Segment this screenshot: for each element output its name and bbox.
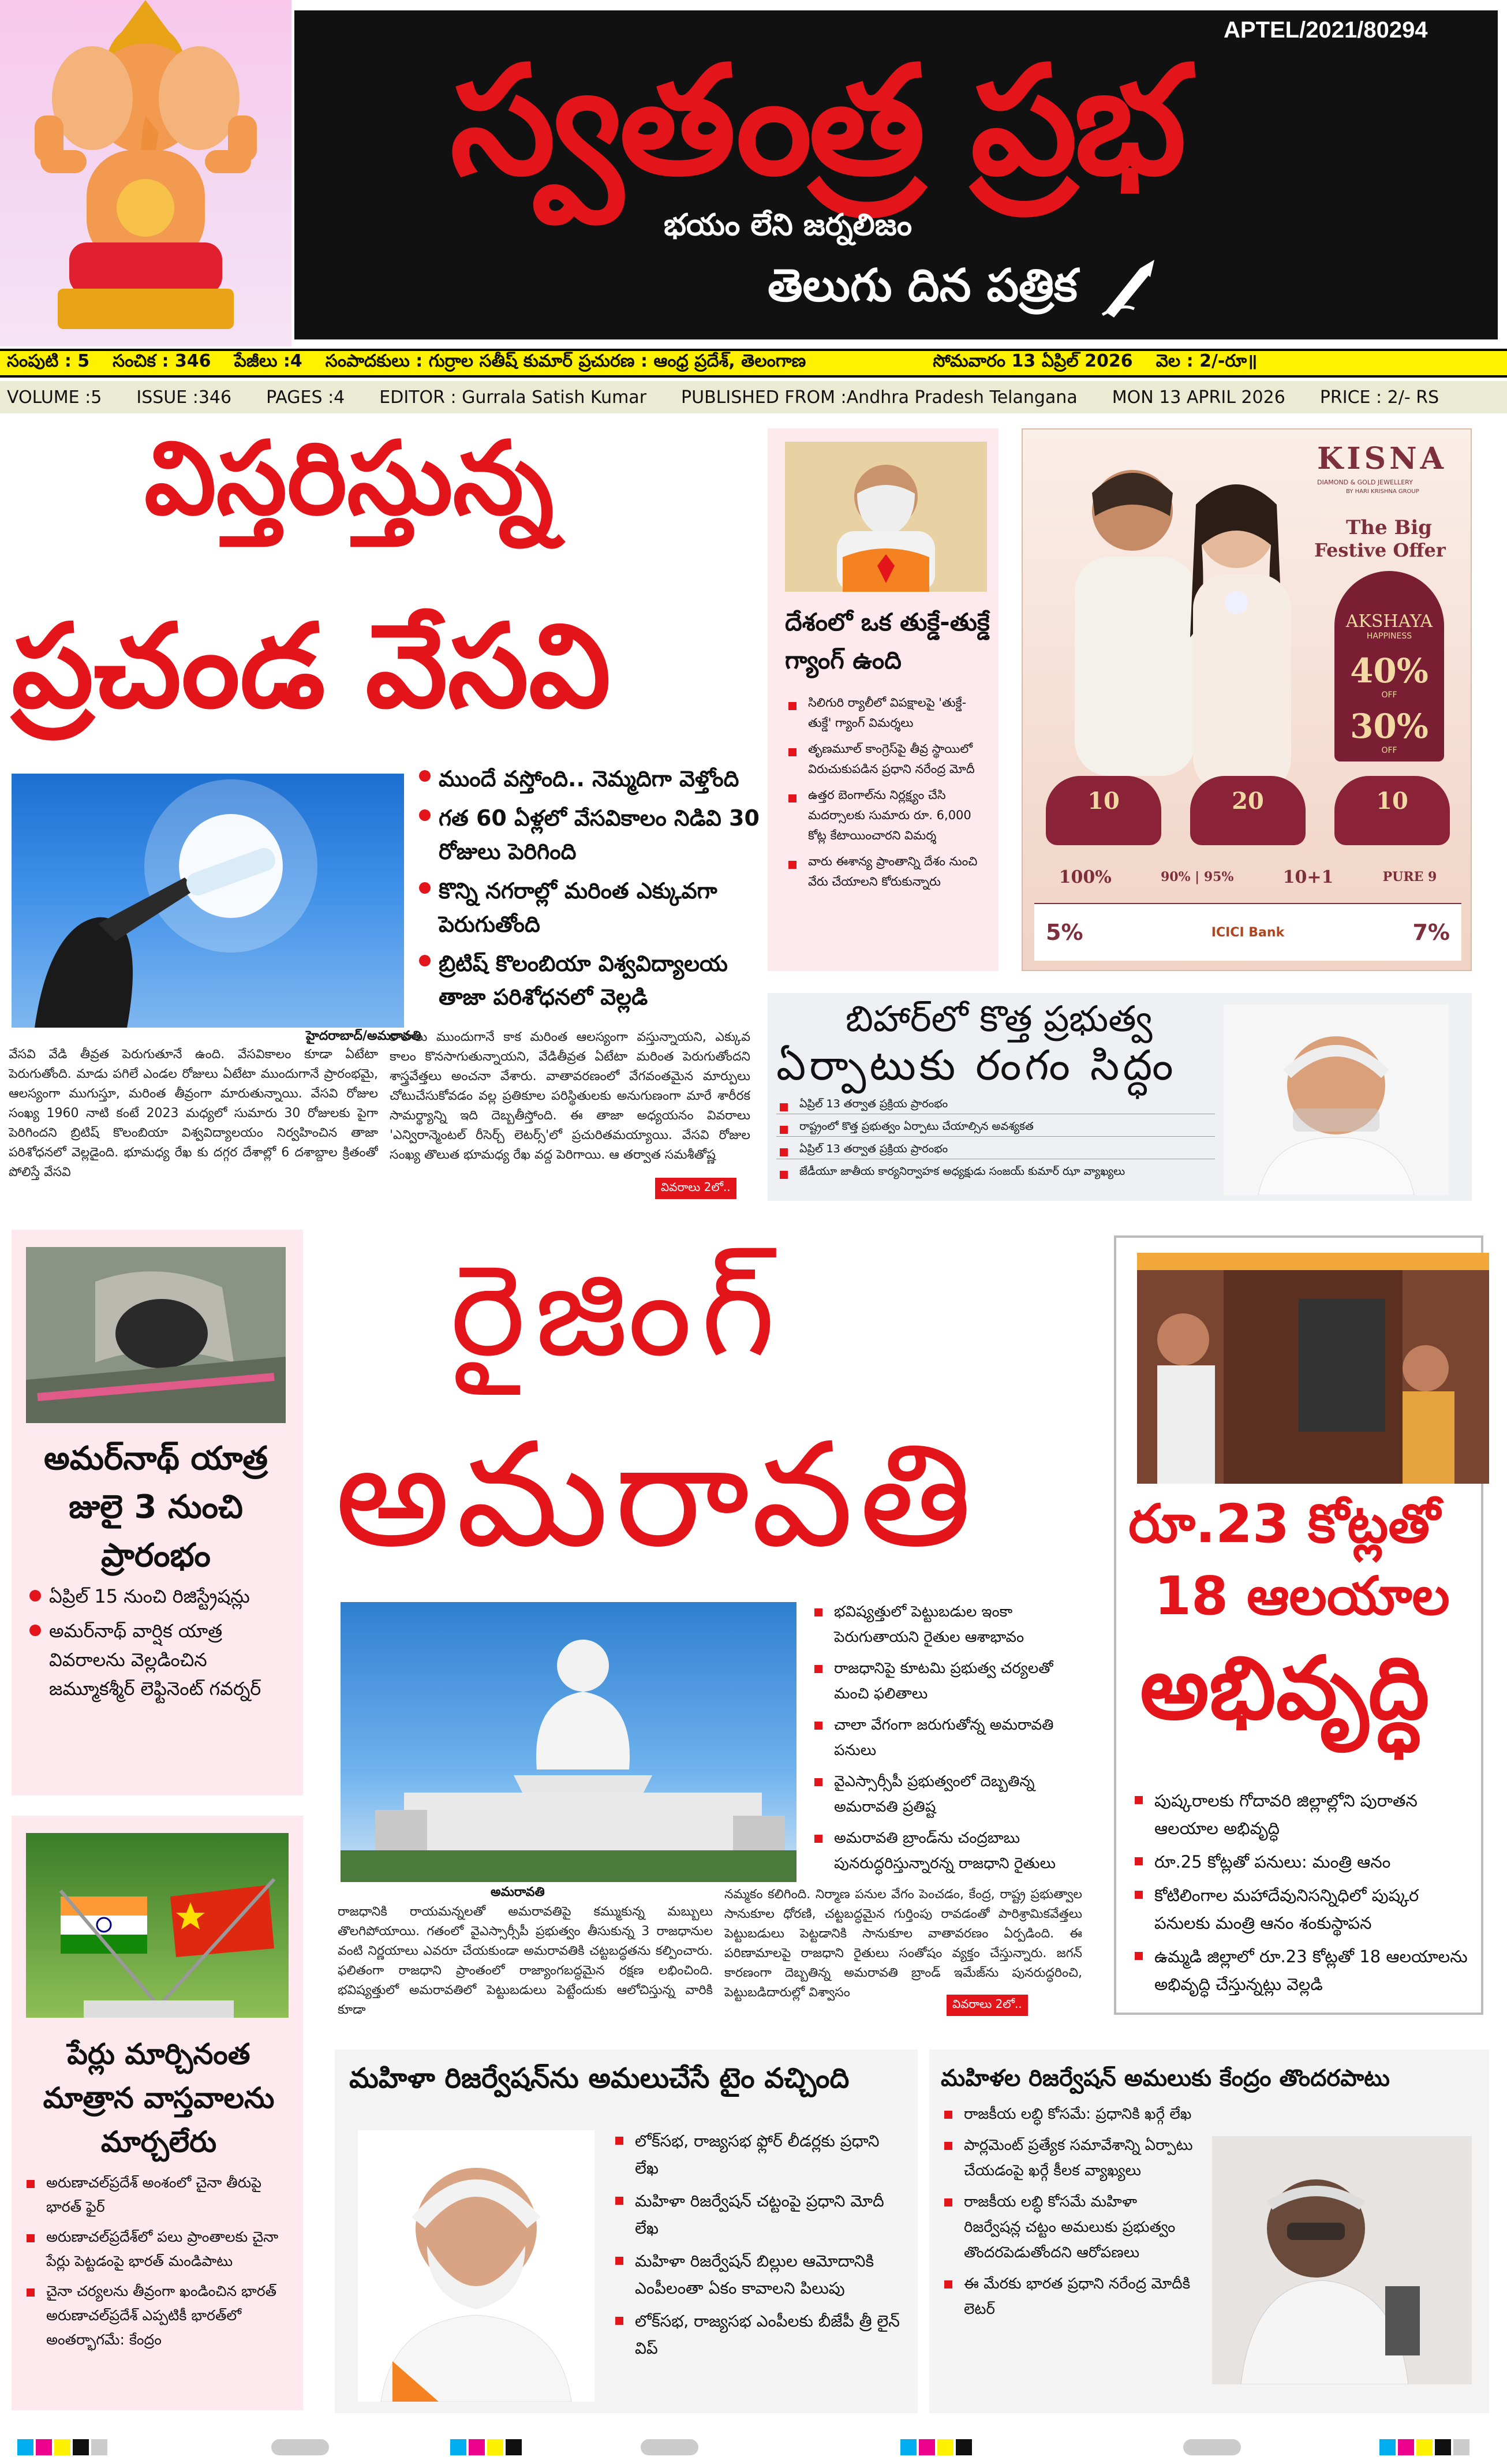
ad-akshaya: AKSHAYA xyxy=(1345,611,1433,632)
summer-headline-2: ప్రచండ వేసవి xyxy=(12,599,611,734)
list-item: బ్రిటిష్ కొలంబియా విశ్వవిద్యాలయ తాజా పరిశోధనలో వెల్లడి xyxy=(416,947,762,1014)
amaravati-buddha-photo xyxy=(341,1602,796,1882)
kharge-bullets xyxy=(941,2101,1195,2328)
ad-coin-3: 10 xyxy=(1334,776,1450,845)
summer-body-left: వేసవి వేడి తీవ్రత పెరుగుతూనే ఉంది. వేసవికాలం కూడా ఏటేటా పెరుగుతోంది. మాడు పగిలే ఎండల రోజులు ఏటేటా ముందుగానే ప్రారంభమై, ఆలస్యంగా ముగుస్తూ, మరింత తీవ్రంగా మారుతున్నాయి. వేసవి రోజుల సంఖ్య 1960 నాటి కంటే 2023 మధ్యలో సుమారు 30 రోజులకు పైగా పెరిగిందని బ్రిటిష్ కొలంబియా విశ్వవిద్యాలయం నిర్వహించిన తాజా పరిశోధనలో వెల్లడైంది. భూమధ్య రేఖ కు దగ్గర దేశాల్లో 6 దశాబ్దాల క్రితంతో పోలిస్తే వేసవి xyxy=(9,1047,378,1179)
modi-headline: మహిళా రిజర్వేషన్‌ను అమలుచేసే టైం వచ్చింది xyxy=(349,2062,850,2095)
summer-headline-1: విస్తరిస్తున్న xyxy=(144,420,554,537)
bihar-headline-1: బిహార్‌లో కొత్త ప్రభుత్వ xyxy=(846,998,1153,1040)
summer-body-right: కాలాలు ముందుగానే కాక మరింత ఆలస్యంగా వస్తున్నాయని, ఎక్కువ కాలం కొనసాగుతున్నాయని, వేడితీవ్రత ఏటేటా మరింత పెరుగుతోందని శాస్త్రవేత్తలు అంచనా వేశారు. వాతావరణంలో వేగవంతమైన మార్పులు చోటుచేసుకోవడం వల్ల ప్రతికూల పరిస్థితులకు అనుగుణంగా మారే శారీరక సామర్థ్యాన్ని ఇది దెబ్బతీస్తోంది. ఈ తాజా అధ్యయనం వివరాలు 'ఎన్విరాన్మెంటల్ రీసెర్చ్ లెటర్స్'లో ప్రచురితమయ్యాయి. వేసవి రోజుల సంఖ్య తొలుత భూమధ్య రేఖ వద్ద పెరిగాయి. ఆ తర్వాత సమశీతోష్ణ xyxy=(390,1030,750,1162)
list-item: సిలిగురి ర్యాలీలో విపక్షాలపై 'తుక్డే-తుక్డే' గ్యాంగ్ విమర్శలు xyxy=(785,693,981,733)
ad-value-4: PURE 9 xyxy=(1382,869,1437,884)
amaravati-body-right: నమ్మకం కలిగింది. నిర్మాణ పనుల వేగం పెంచడం, కేంద్ర, రాష్ట్ర ప్రభుత్వాల సానుకూల ధోరణి, చట్టబద్ధమైన గుర్తింపు రావడంతో పారిశ్రామికవేత్తలు పెట్టుబడులు పెట్టడానికి సానుకూల వాతావరణం ఏర్పడింది. ఈ పరిణామాలపై రాజధాని రైతులు సంతోషం వ్యక్తం చేస్తున్నారు. జగన్ కారణంగా దెబ్బతిన్న అమరావతి బ్రాండ్ ఇమేజ్‌ను పునరుద్ధరించి, పెట్టుబడిదారుల్లో విశ్వాసం xyxy=(724,1887,1082,2000)
list-item: మహిళా రిజర్వేషన్ బిల్లుల ఆమోదానికి ఎంపీలంతా ఏకం కావాలని పిలుపు xyxy=(612,2248,906,2302)
list-item: చైనా చర్యలను తీవ్రంగా ఖండించిన భారత్ అరుణాచల్‌ప్రదేశ్ ఎప్పటికీ భారత్‌లో అంతర్భాగమే: కేంద్రం xyxy=(23,2279,289,2352)
amaravati-more-link[interactable]: వివరాలు 2లో.. xyxy=(947,1995,1028,2016)
kharge-headline: మహిళల రిజర్వేషన్ అమలుకు కేంద్రం తొందరపాటు xyxy=(941,2065,1390,2092)
published-en: PUBLISHED FROM :Andhra Pradesh Telangana xyxy=(681,387,1078,408)
summer-bullets xyxy=(416,762,762,1020)
volume-en: VOLUME :5 xyxy=(7,387,102,408)
newspaper-tagline: భయం లేని జర్నలిజం xyxy=(664,208,913,242)
ad-bank-name: ICICI Bank xyxy=(1211,925,1285,940)
temples-headline-2: 18 ఆలయాల xyxy=(1154,1565,1450,1627)
india-china-flags-photo xyxy=(26,1833,289,2018)
ad-flat-2: 30% xyxy=(1350,707,1429,746)
summer-more-link[interactable]: వివరాలు 2లో.. xyxy=(655,1178,736,1199)
ad-coin-2: 20 xyxy=(1190,776,1306,845)
list-item: గత 60 ఏళ్లలో వేసవికాలం నిడివి 30 రోజులు పెరిగింది xyxy=(416,801,762,868)
list-item: రాష్ట్రంలో కొత్త ప్రభుత్వం ఏర్పాటు చేయాల్సిన అవశ్యకత xyxy=(776,1117,1215,1137)
list-item: ఈ మేరకు భారత ప్రధాని నరేంద్ర మోదీకి లెటర్ xyxy=(941,2271,1195,2322)
list-item: భవిష్యత్తులో పెట్టుబడుల ఇంకా పెరుగుతాయని రైతుల ఆశాభావం xyxy=(811,1599,1088,1650)
amarnath-bullets xyxy=(26,1582,286,1709)
list-item: ఉత్తర బెంగాల్‌ను నిర్లక్ష్యం చేసి మదర్సాలకు సుమారు రూ. 6,000 కోట్ల కేటాయించారని విమర్శ xyxy=(785,785,981,846)
ad-brand-sub: DIAMOND & GOLD JEWELLERY xyxy=(1317,479,1413,486)
ad-flat-1: 40% xyxy=(1350,651,1429,690)
amarnath-headline: అమర్‌నాథ్ యాత్ర జులై 3 నుంచి ప్రారంభం xyxy=(43,1440,268,1574)
list-item: ఏప్రిల్ 13 తర్వాత ప్రక్రియ ప్రారంభం xyxy=(776,1094,1215,1114)
editor-en: EDITOR : Gurrala Satish Kumar xyxy=(379,387,647,408)
list-item: మహిళా రిజర్వేషన్ చట్టంపై ప్రధాని మోదీ లేఖ xyxy=(612,2187,906,2242)
pen-icon xyxy=(1100,257,1163,320)
ad-brand: KISNA xyxy=(1317,441,1447,476)
info-strip-english xyxy=(0,381,1507,413)
registration-number: APTEL/2021/80294 xyxy=(1224,17,1428,43)
list-item: పుష్కరాలకు గోదావరి జిల్లాల్లోని పురాతన ఆలయాల అభివృద్ధి xyxy=(1131,1787,1478,1842)
list-item: కొన్ని నగరాల్లో మరింత ఎక్కువగా పెరుగుతోంది xyxy=(416,874,762,941)
list-item: వారు ఈశాన్య ప్రాంతాన్ని దేశం నుంచి వేరు చేయాలని కోరుకున్నారు xyxy=(785,852,981,892)
temples-photo xyxy=(1137,1253,1489,1484)
list-item: రూ.25 కోట్లతో పనులు: మంత్రి ఆనం xyxy=(1131,1848,1478,1876)
list-item: ఏప్రిల్ 15 నుంచి రిజిస్ట్రేషన్లు xyxy=(26,1582,286,1611)
ganesha-image xyxy=(0,0,291,346)
amaravati-headline-1: రైజింగ్ xyxy=(450,1237,785,1384)
newspaper-title: స్వతంత్ర ప్రభ xyxy=(450,34,1183,208)
list-item: చాలా వేగంగా జరుగుతోన్న అమరావతి పనులు xyxy=(811,1712,1088,1763)
amaravati-headline-2: అమరావతి xyxy=(335,1411,978,1579)
ad-akshaya-panel xyxy=(1334,571,1444,761)
ad-bank-2: 7% xyxy=(1412,920,1450,945)
ad-value-3: 10+1 xyxy=(1282,867,1334,887)
list-item: అరుణాచల్‌ప్రదేశ్‌లో పలు ప్రాంతాలకు చైనా పేర్లు పెట్టడంపై భారత్ మండిపాటు xyxy=(23,2225,289,2273)
modi-rally-photo xyxy=(785,442,987,592)
ad-offer-title-1: The Big xyxy=(1346,516,1432,539)
list-item: లోక్‌సభ, రాజ్యసభ ఫ్లోర్ లీడర్లకు ప్రధాని లేఖ xyxy=(612,2127,906,2182)
list-item: అరుణాచల్‌ప్రదేశ్ అంశంలో చైనా తీరుపై భారత్ ఫైర్ xyxy=(23,2171,289,2219)
ad-offer-title-2: Festive Offer xyxy=(1314,539,1446,561)
amarnath-photo xyxy=(26,1247,286,1423)
amaravati-body-left: రాజధానికి రాయమన్నలతో అమరావతిపై కమ్ముకున్న మబ్బులు తొలగిపోయాయి. గతంలో వైఎస్సార్సీపీ ప్రభుత్వం తీసుకున్న 3 రాజధానుల వంటి నిర్ణయాలు ఎవరూ చేయకుండా అమరావతికి చట్టబద్ధతను కల్పించారు. ఫలితంగా రాజధాని ప్రాంతంలో రాజ్యాంగబద్ధమైన రక్షణ లభించింది. భవిష్యత్తులో అమరావతిలో పెట్టుబడులు పెట్టేందుకు ఆలోచిస్తున్న వారికి కూడా xyxy=(338,1905,713,2017)
ad-value-strip xyxy=(1034,857,1461,897)
list-item: ఏప్రిల్ 13 తర్వాత ప్రక్రియ ప్రారంభం xyxy=(776,1139,1215,1159)
list-item: ముందే వస్తోంది.. నెమ్మదిగా వెళ్తోంది xyxy=(416,762,762,796)
temples-headline-1: రూ.23 కోట్లతో xyxy=(1128,1493,1441,1555)
border-bullets xyxy=(23,2171,289,2358)
modi-photo xyxy=(358,2130,594,2402)
ad-coin-1: 10 xyxy=(1046,776,1161,845)
amaravati-bullets xyxy=(811,1599,1088,1882)
list-item: అమర్‌నాథ్ వార్షిక యాత్ర వివరాలను వెల్లడించిన జమ్మూకశ్మీర్ లెఫ్టినెంట్ గవర్నర్ xyxy=(26,1616,286,1703)
editor-te: సంపాదకులు : గుర్రాల సతీష్ కుమార్ ప్రచురణ : ఆంధ్ర ప్రదేశ్, తెలంగాణ xyxy=(325,351,806,371)
ad-off-2: OFF xyxy=(1381,746,1397,755)
temples-bullets xyxy=(1131,1787,1478,2004)
pages-te: పేజీలు :4 xyxy=(234,351,302,371)
list-item: రాజధానిపై కూటమి ప్రభుత్వ చర్యలతో మంచి ఫలితాలు xyxy=(811,1656,1088,1707)
info-strip-telugu xyxy=(0,349,1507,378)
list-item: ఉమ్మడి జిల్లాలో రూ.23 కోట్లతో 18 ఆలయాలను అభివృద్ధి చేస్తున్నట్లు వెల్లడి xyxy=(1131,1943,1478,1998)
list-item: వైఎస్సార్సీపీ ప్రభుత్వంలో దెబ్బతిన్న అమరావతి ప్రతిష్ట xyxy=(811,1769,1088,1820)
list-item: పార్లమెంట్ ప్రత్యేక సమావేశాన్ని ఏర్పాటు చేయడంపై ఖర్గే కీలక వ్యాఖ్యలు xyxy=(941,2133,1195,2183)
modi-bullets xyxy=(612,2127,906,2368)
date-te: సోమవారం 13 ఏప్రిల్ 2026 xyxy=(933,351,1133,371)
list-item: కోటిలింగాల మహాదేవునిసన్నిధిలో పుష్కర పనులకు మంత్రి ఆనం శంకుస్థాపన xyxy=(1131,1881,1478,1937)
issue-en: ISSUE :346 xyxy=(136,387,232,408)
gang-headline: దేశంలో ఒక తుక్డే-తుక్డే గ్యాంగ్ ఉంది xyxy=(785,608,990,674)
list-item: తృణమూల్ కాంగ్రెస్‌పై తీవ్ర స్థాయిలో విరుచుకుపడిన ప్రధాని నరేంద్ర మోదీ xyxy=(785,739,981,779)
list-item: అమరావతి బ్రాండ్‌ను చంద్రబాబు పునరుద్ధరిస్తున్నారన్న రాజధాని రైతులు xyxy=(811,1825,1088,1876)
bihar-leader-photo xyxy=(1224,1005,1449,1195)
list-item: రాజకీయ లబ్ధి కోసమే: ప్రధానికి ఖర్గే లేఖ xyxy=(941,2101,1195,2127)
bihar-headline-2: ఏర్పాటుకు రంగం సిద్ధం xyxy=(776,1041,1177,1089)
newspaper-subtitle: తెలుగు దిన పత్రిక xyxy=(768,260,1078,312)
ad-akshaya-sub: HAPPINESS xyxy=(1366,632,1412,641)
list-item: లోక్‌సభ, రాజ్యసభ ఎంపీలకు బీజేపీ త్రీ లైన్ విప్ xyxy=(612,2308,906,2362)
list-item: రాజకీయ లబ్ధి కోసమే మహిళా రిజర్వేషన్ల చట్టం అమలుకు ప్రభుత్వం తొందరపెడుతోందని ఆరోపణలు xyxy=(941,2189,1195,2265)
gang-bullets xyxy=(785,693,981,898)
issue-te: సంచిక : 346 xyxy=(113,351,211,371)
list-item: జేడీయూ జాతీయ కార్యనిర్వాహక అధ్యక్షుడు సంజయ్ కుమార్ ఝా వ్యాఖ్యలు xyxy=(776,1162,1215,1181)
price-en: PRICE : 2/- RS xyxy=(1319,387,1439,408)
temples-headline-3: అభివృద్ధి xyxy=(1140,1638,1430,1739)
ad-value-1: 100% xyxy=(1059,867,1112,887)
pages-en: PAGES :4 xyxy=(266,387,345,408)
ad-bank-1: 5% xyxy=(1046,920,1083,945)
date-en: MON 13 APRIL 2026 xyxy=(1112,387,1285,408)
amaravati-dateline: అమరావతి xyxy=(491,1885,545,1899)
ad-value-2: 90% | 95% xyxy=(1160,869,1234,884)
kisna-advertisement[interactable] xyxy=(1022,428,1472,971)
border-headline: పేర్లు మార్చినంత మాత్రాన వాస్తవాలను మార్చలేరు xyxy=(43,2037,275,2159)
kharge-photo xyxy=(1212,2136,1472,2384)
ad-bank-strip xyxy=(1034,903,1461,961)
summer-dateline: హైదరాబాద్/అమరావతి xyxy=(306,1029,421,1043)
volume-te: సంపుటి : 5 xyxy=(7,351,90,371)
summer-photo xyxy=(12,774,404,1028)
bihar-bullets xyxy=(776,1094,1215,1187)
ad-off-1: OFF xyxy=(1381,690,1397,700)
ad-brand-tag: BY HARI KRISHNA GROUP xyxy=(1346,488,1419,495)
price-te: వెల : 2/-రూ॥ xyxy=(1156,351,1258,371)
